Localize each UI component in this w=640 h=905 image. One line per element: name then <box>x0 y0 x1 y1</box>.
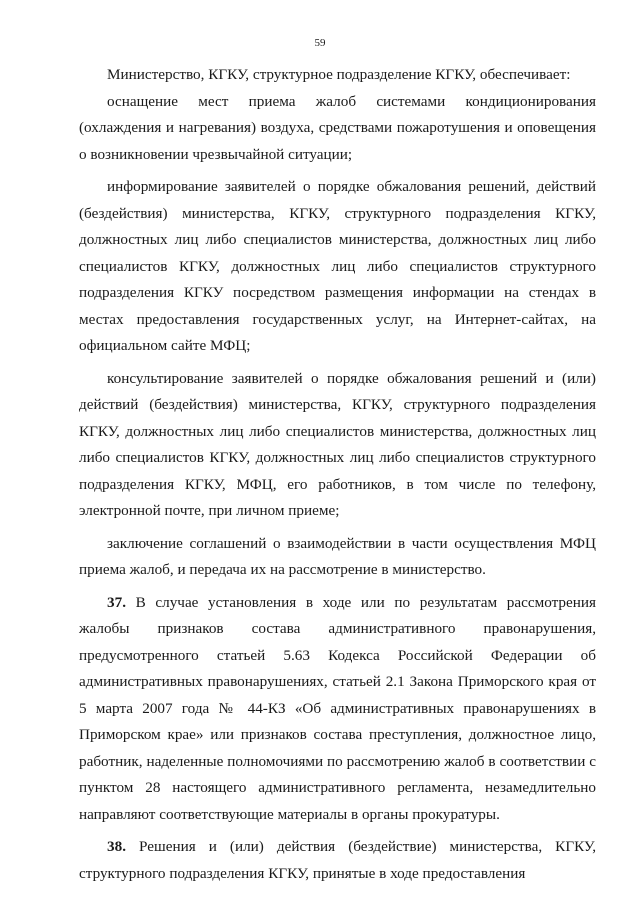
paragraph-consulting <box>79 366 596 525</box>
document-body <box>79 62 596 887</box>
paragraph-text: информирование заявителей о порядке обжалования решений, действий (бездействия) министерства, КГКУ, структурного подразделения КГКУ, должностных лиц либо специалистов министерства, должностных лиц либо специалистов КГКУ, должностных лиц либо специалистов структурного подразделения КГКУ посредством размещения информации на стендах в местах предоставления государственных услуг, на Интернет-сайтах, на официальном сайте МФЦ; <box>79 178 596 354</box>
paragraph-text: Министерство, КГКУ, структурное подразделение КГКУ, обеспечивает: <box>107 66 571 83</box>
paragraph-informing <box>79 174 596 360</box>
page-number: 59 <box>314 37 326 49</box>
paragraph-equipment <box>79 89 596 169</box>
paragraph-agreements <box>79 531 596 584</box>
paragraph-number: 37. <box>107 593 126 611</box>
paragraph-text: консультирование заявителей о порядке обжалования решений и (или) действий (бездействия) министерства, КГКУ, структурного подразделения КГКУ, должностных лиц либо специалистов министерства, должностных лиц либо специалистов КГКУ, должностных лиц либо специалистов структурного подразделения КГКУ, МФЦ, его работников, в том числе по телефону, электронной почте, при личном приеме; <box>79 369 596 519</box>
paragraph-number: 38. <box>107 838 126 855</box>
paragraph-text: заключение соглашений о взаимодействии в части осуществления МФЦ приема жалоб, и передача их на рассмотрение в министерство. <box>79 534 596 578</box>
paragraph-text: оснащение мест приема жалоб системами кондиционирования (охлаждения и нагревания) воздуха, средствами пожаротушения и оповещения о возникновении чрезвычайной ситуации; <box>79 92 596 163</box>
paragraph-text: Решения и (или) действия (бездействие) министерства, КГКУ, структурного подразделения КГКУ, принятые в ходе предоставления <box>79 838 596 882</box>
paragraph-38 <box>79 834 596 887</box>
paragraph-intro <box>79 62 596 89</box>
paragraph-37 <box>79 590 596 829</box>
paragraph-text: В случае установления в ходе или по результатам рассмотрения жалобы признаков состава административного правонарушения, предусмотренного статьей 5.63 Кодекса Российской Федерации об административных правонарушениях, статьей 2.1 Закона Приморского края от 5 марта 2007 года № 44-КЗ «Об административных правонарушениях в Приморском крае» или признаков состава преступления, должностное лицо, работник, наделенные полномочиями по рассмотрению жалоб в соответствии с пунктом 28 настоящего административного регламента, незамедлительно направляют соответствующие материалы в органы прокуратуры. <box>79 593 596 823</box>
